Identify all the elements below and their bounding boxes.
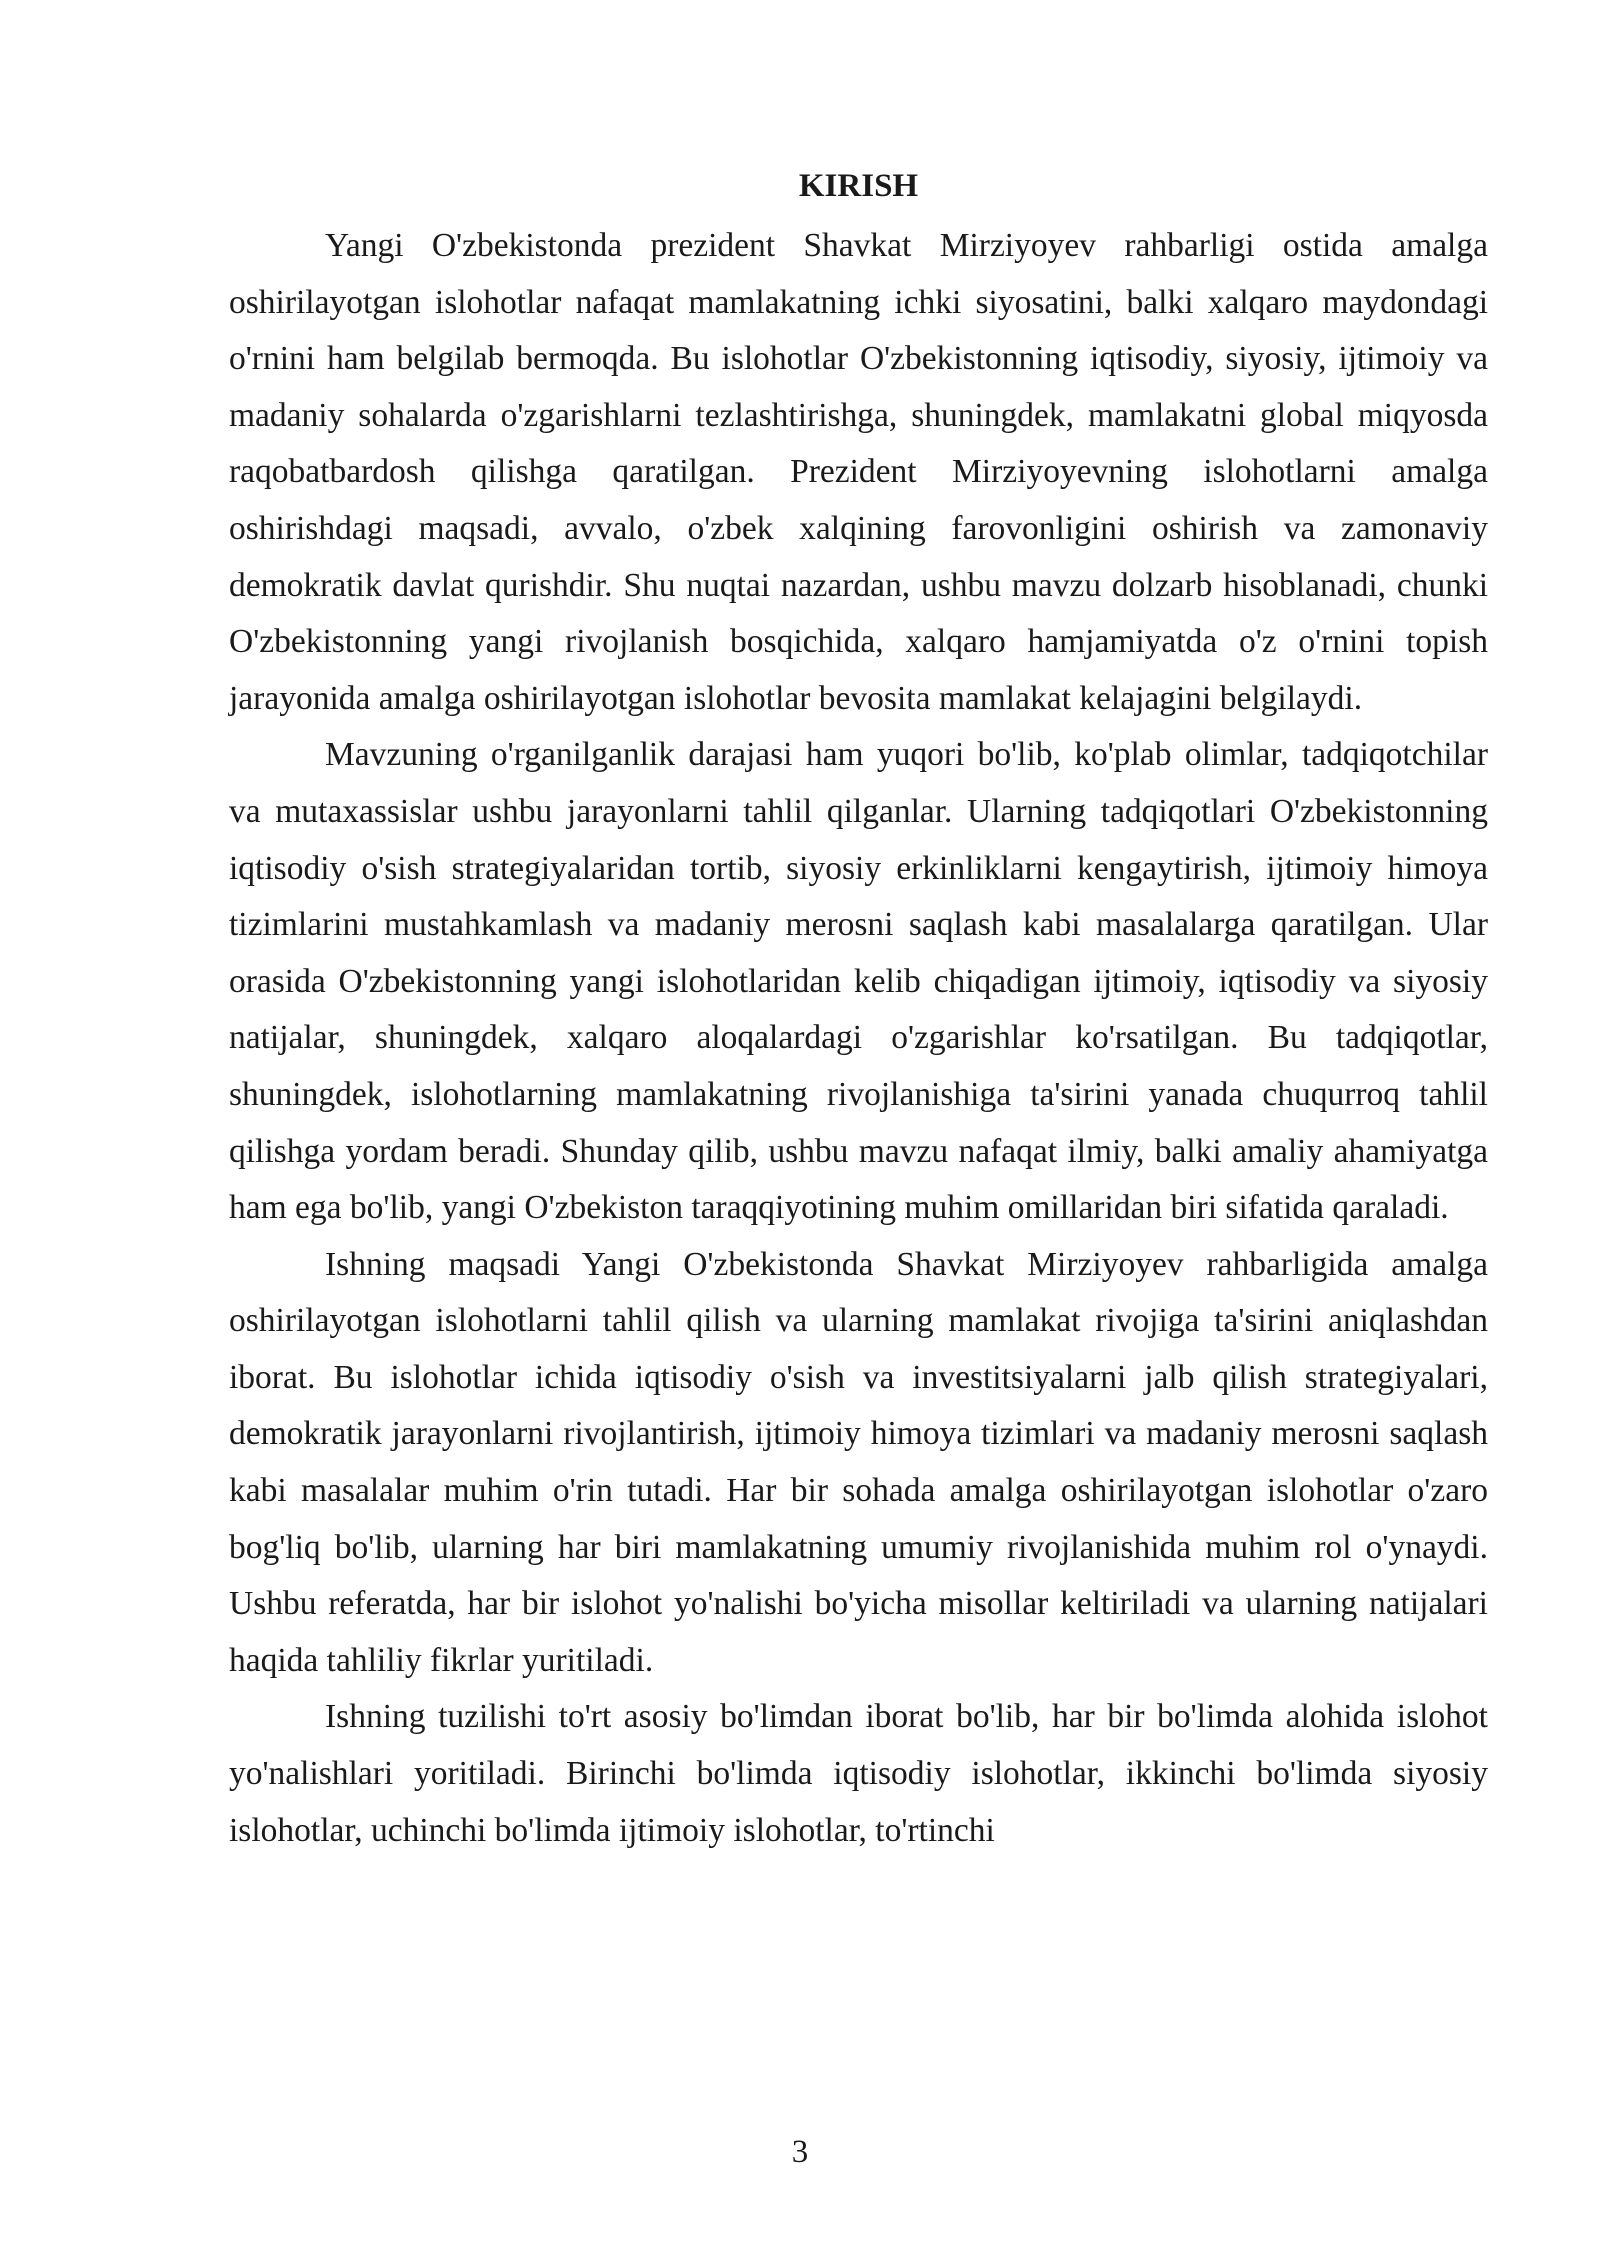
document-body: [229, 162, 1488, 1859]
page-number: 3: [791, 2134, 809, 2170]
paragraph-structure: Ishning tuzilishi to'rt asosiy bo'limdan iborat bo'lib, har bir bo'limda alohida islohot yo'nalishlari yoritiladi. Birinchi bo'limda iqtisodiy islohotlar, ikkinchi bo'limda siyosiy islohotlar, uchinchi bo'limda ijtimoiy islohotlar, to'rtinchi: [229, 1698, 1488, 1849]
section-title: KIRISH: [798, 168, 919, 204]
paragraph-relevance: Yangi O'zbekistonda prezident Shavkat Mirziyoyev rahbarligi ostida amalga oshirilayotgan islohotlar nafaqat mamlakatning ichki siyosatini, balki xalqaro maydondagi o'rnini ham belgilab bermoqda. Bu islohotlar O'zbekistonning iqtisodiy, siyosiy, ijtimoiy va madaniy sohalarda o'zgarishlarni tezlashtirishga, shuningdek, mamlakatni global miqyosda raqobatbardosh qilishga qaratilgan. Prezident Mirziyoyevning islohotlarni amalga oshirishdagi maqsadi, avvalo, o'zbek xalqining farovonligini oshirish va zamonaviy demokratik davlat qurishdir. Shu nuqtai nazardan, ushbu mavzu dolzarb hisoblanadi, chunki O'zbekistonning yangi rivojlanish bosqichida, xalqaro hamjamiyatda o'z o'rnini topish jarayonida amalga oshirilayotgan islohotlar bevosita mamlakat kelajagini belgilaydi.: [229, 227, 1488, 717]
paragraph-study-level: Mavzuning o'rganilganlik darajasi ham yuqori bo'lib, ko'plab olimlar, tadqiqotchilar va mutaxassislar ushbu jarayonlarni tahlil qilganlar. Ularning tadqiqotlari O'zbekistonning iqtisodiy o'sish strategiyalaridan tortib, siyosiy erkinliklarni kengaytirish, ijtimoiy himoya tizimlarini mustahkamlash va madaniy merosni saqlash kabi masalalarga qaratilgan. Ular orasida O'zbekistonning yangi islohotlaridan kelib chiqadigan ijtimoiy, iqtisodiy va siyosiy natijalar, shuningdek, xalqaro aloqalardagi o'zgarishlar ko'rsatilgan. Bu tadqiqotlar, shuningdek, islohotlarning mamlakatning rivojlanishiga ta'sirini yanada chuqurroq tahlil qilishga yordam beradi. Shunday qilib, ushbu mavzu nafaqat ilmiy, balki amaliy ahamiyatga ham ega bo'lib, yangi O'zbekiston taraqqiyotining muhim omillaridan biri sifatida qaraladi.: [229, 736, 1488, 1227]
paragraph-goal: Ishning maqsadi Yangi O'zbekistonda Shavkat Mirziyoyev rahbarligida amalga oshirilayotgan islohotlarni tahlil qilish va ularning mamlakat rivojiga ta'sirini aniqlashdan iborat. Bu islohotlar ichida iqtisodiy o'sish va investitsiyalarni jalb qilish strategiyalari, demokratik jarayonlarni rivojlantirish, ijtimoiy himoya tizimlari va madaniy merosni saqlash kabi masalalar muhim o'rin tutadi. Har bir sohada amalga oshirilayotgan islohotlar o'zaro bog'liq bo'lib, ularning har biri mamlakatning umumiy rivojlanishida muhim rol o'ynaydi. Ushbu referatda, har bir islohot yo'nalishi bo'yicha misollar keltiriladi va ularning natijalari haqida tahliliy fikrlar yuritiladi.: [229, 1245, 1488, 1679]
